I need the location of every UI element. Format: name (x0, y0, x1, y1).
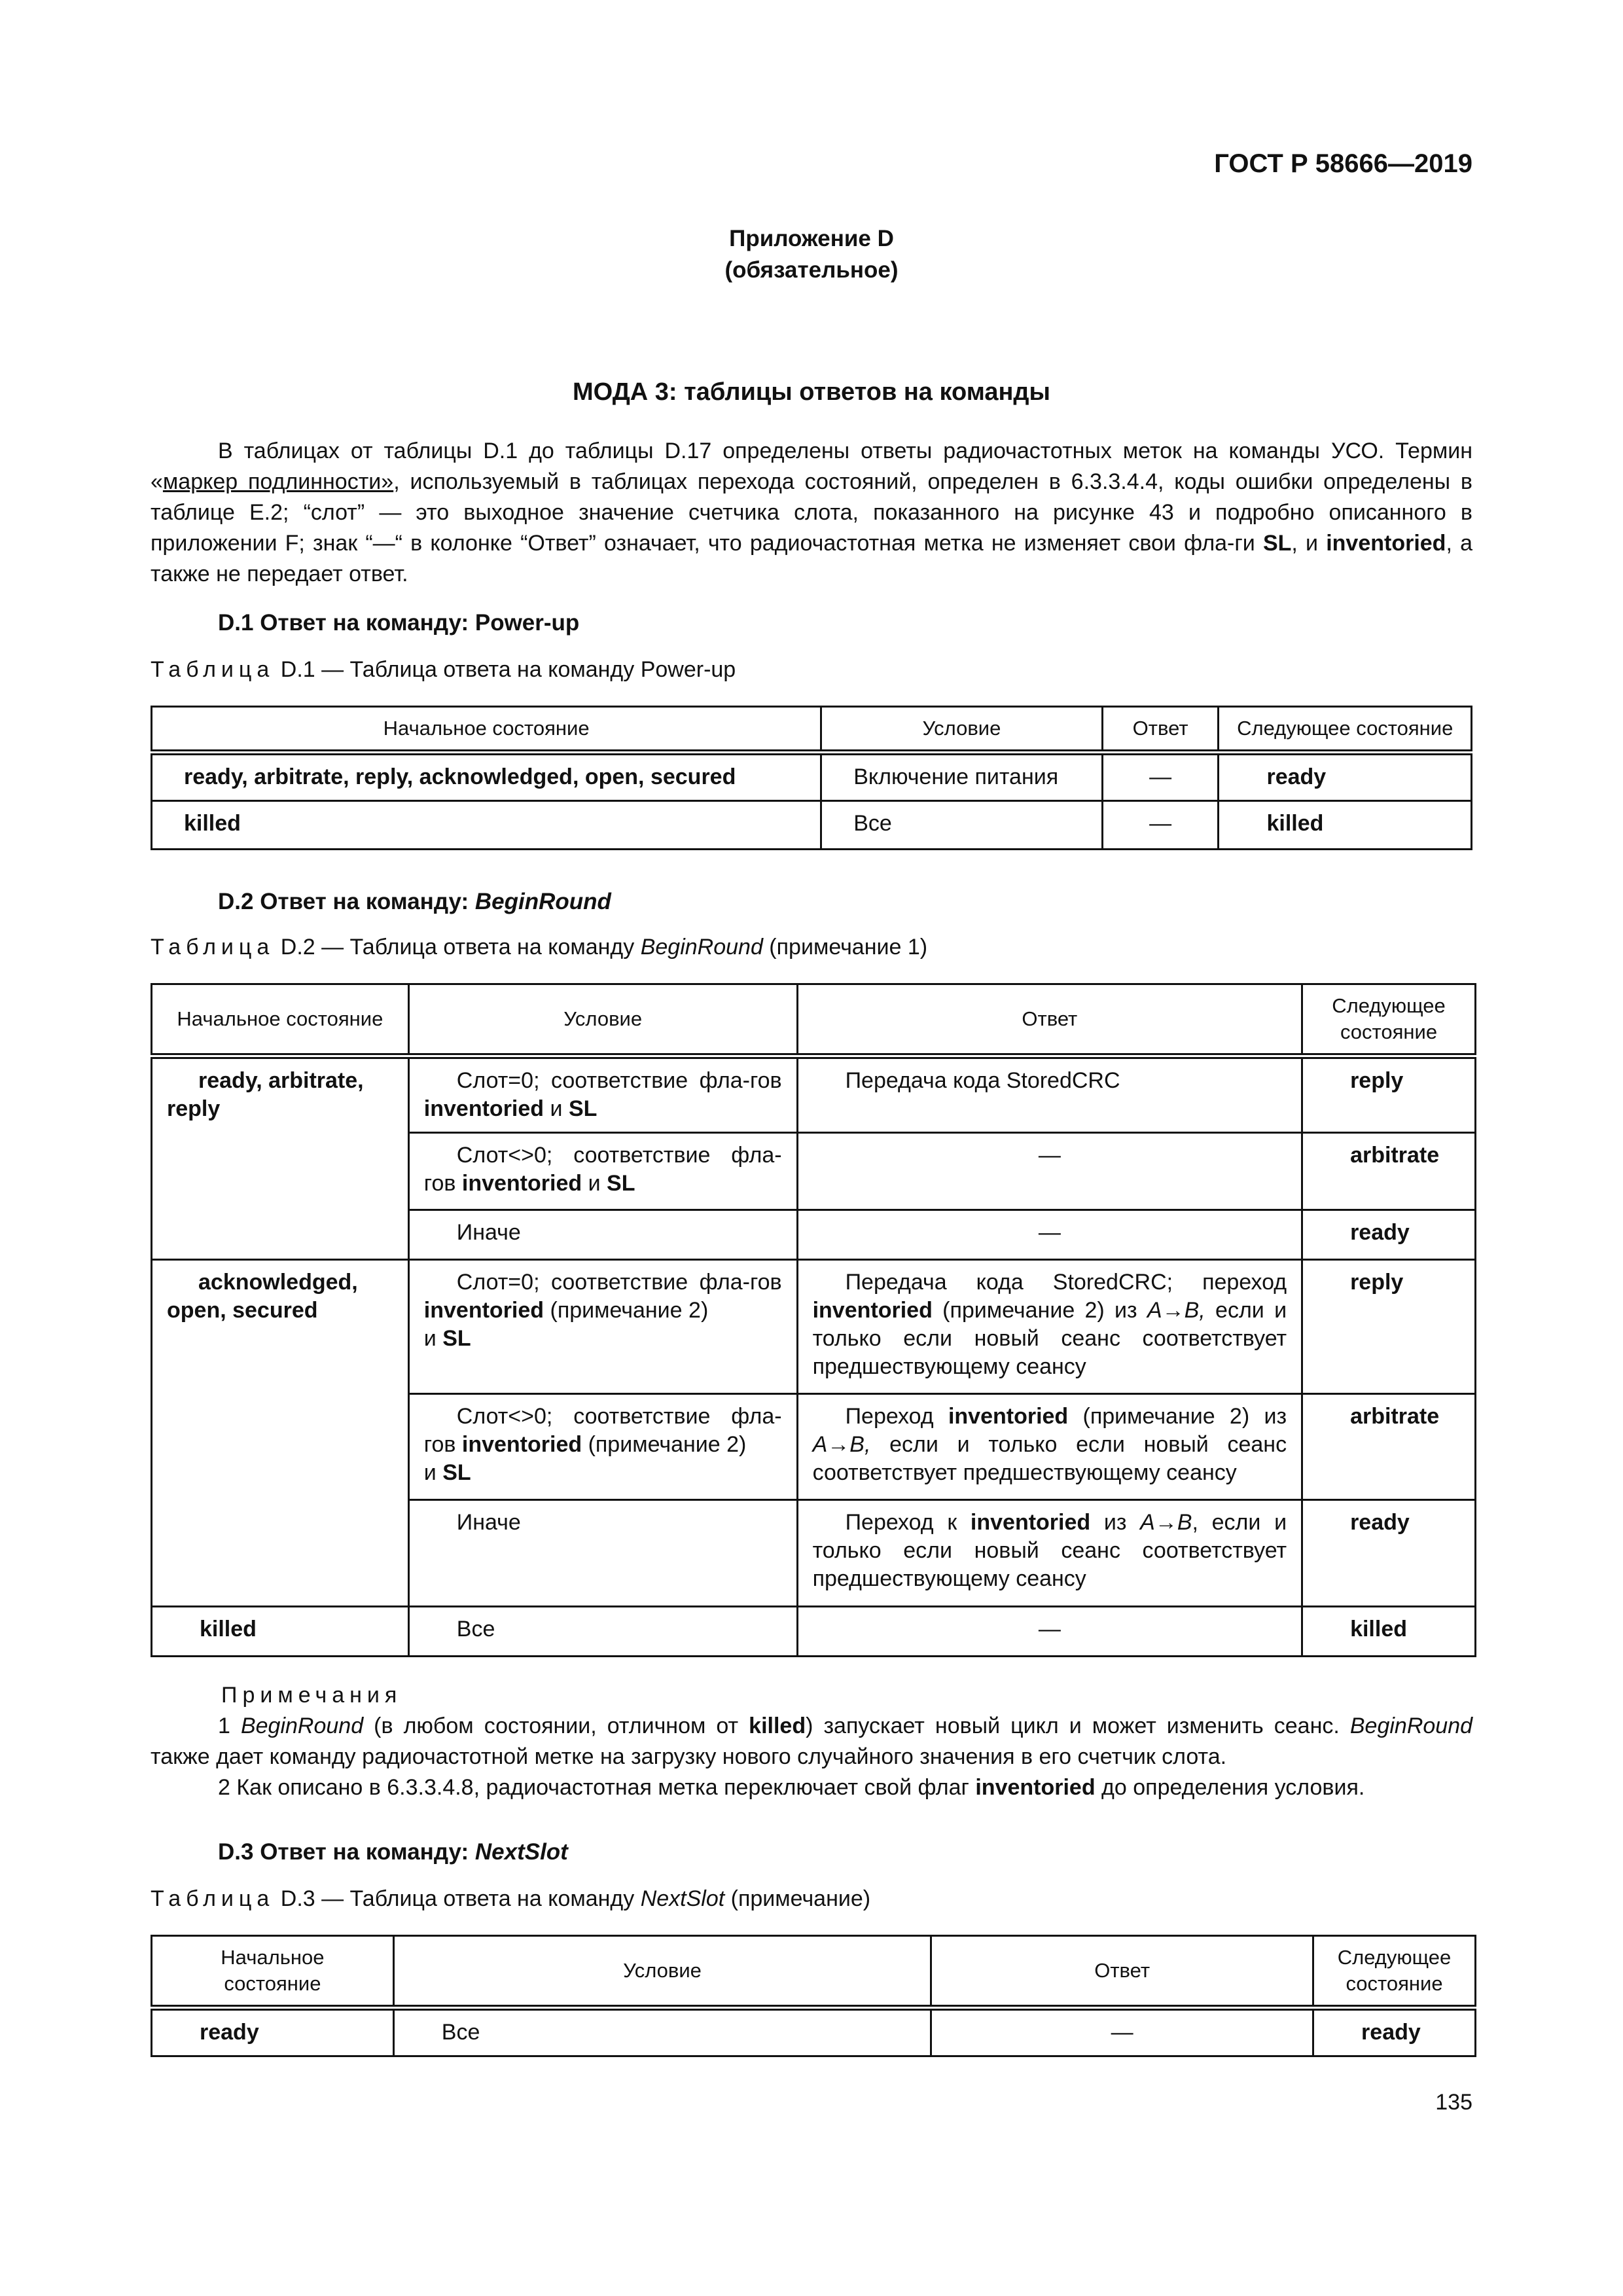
appendix-status: (обязательное) (724, 257, 899, 283)
table-row: Слот<>0; соответствие фла-гов inventoried (примечание 2) и SL Переход inventoried (примечание 2) из A→B, если и только если новый сеанс соответствует предшествующему сеансу arbitrate (152, 1394, 1476, 1500)
section-heading-d2: D.2 Ответ на команду: BeginRound (218, 889, 611, 914)
table-d3 (151, 1935, 1476, 2057)
table-row: ready, arbitrate, reply, acknowledged, open, secured Включение питания — ready (152, 753, 1472, 801)
col-header: Начальное состояние (152, 707, 821, 753)
col-header: Условие (408, 984, 797, 1056)
col-header: Условие (821, 707, 1103, 753)
page-title: МОДА 3: таблицы ответов на команды (572, 378, 1050, 406)
table-row: killed Все — killed (152, 1607, 1476, 1657)
table-row: Слот<>0; соответствие фла-гов inventoried и SL — arbitrate (152, 1133, 1476, 1210)
document-id: ГОСТ Р 58666—2019 (1214, 149, 1472, 178)
col-header: Начальное состояние (152, 1936, 394, 2008)
table-row: ready, arbitrate, reply Слот=0; соответствие фла-гов inventoried и SL Передача кода StoredCRC reply (152, 1056, 1476, 1133)
col-header: Ответ (931, 1936, 1313, 2008)
intro-paragraph: В таблицах от таблицы D.1 до таблицы D.17 определены ответы радиочастотных меток на команды УСО. Термин «маркер подлинности», используемый в таблицах перехода состояний, определен в 6.3.3.4.4, коды ошибки определены в таблице E.2; “слот” — это выходное значение счетчика слота, показанного на рисунке 43 и подробно описанного в приложении F; знак “—“ в колонке “Ответ” означает, что радиочастотная метка не изменяет свои фла-ги SL, и inventoried, а также не передает ответ. (151, 439, 1472, 586)
table-caption-d3: Таблица D.3 — Таблица ответа на команду NextSlot (примечание) (151, 1886, 871, 1911)
section-heading-d1: D.1 Ответ на команду: Power-up (218, 610, 580, 636)
col-header: Начальное состояние (152, 984, 409, 1056)
note-2: 2 Как описано в 6.3.3.4.8, радиочастотная метка переключает свой флаг inventoried до определения условия. (218, 1775, 1365, 1800)
table-row: acknowledged, open, secured Слот=0; соответствие фла-гов inventoried (примечание 2) и SL Передача кода StoredCRC; переход inventoried (примечание 2) из A→B, если и только если новый сеанс соответствует предшествующему сеансу reply (152, 1260, 1476, 1394)
table-row: killed Все — killed (152, 801, 1472, 850)
col-header: Следующее состояние (1313, 1936, 1476, 2008)
table-caption-d1: Таблица D.1 — Таблица ответа на команду Power-up (151, 657, 736, 682)
notes (151, 1680, 1472, 1803)
table-d1 (151, 706, 1472, 850)
section-heading-d3: D.3 Ответ на команду: NextSlot (218, 1839, 568, 1865)
term-link[interactable]: маркер подлинности» (162, 469, 394, 494)
col-header: Ответ (1102, 707, 1219, 753)
table-caption-d2: Таблица D.2 — Таблица ответа на команду BeginRound (примечание 1) (151, 935, 928, 960)
table-row: Иначе Переход к inventoried из A→B, если и только если новый сеанс соответствует предшествующему сеансу ready (152, 1500, 1476, 1607)
table-row: Иначе — ready (152, 1210, 1476, 1260)
col-header: Условие (393, 1936, 931, 2008)
notes-label: Примечания (221, 1683, 402, 1708)
note-1: 1 BeginRound (в любом состоянии, отличном от killed) запускает новый цикл и может изменить сеанс. BeginRound также дает команду радиочастотной метке на загрузку нового случайного значения в его счетчик слота. (151, 1713, 1473, 1769)
col-header: Следующее состояние (1302, 984, 1476, 1056)
table-d2 (151, 983, 1476, 1657)
page-number: 135 (1435, 2090, 1472, 2115)
col-header: Ответ (797, 984, 1302, 1056)
table-row: ready Все — ready (152, 2008, 1476, 2056)
appendix-label: Приложение D (729, 226, 894, 251)
col-header: Следующее состояние (1219, 707, 1472, 753)
